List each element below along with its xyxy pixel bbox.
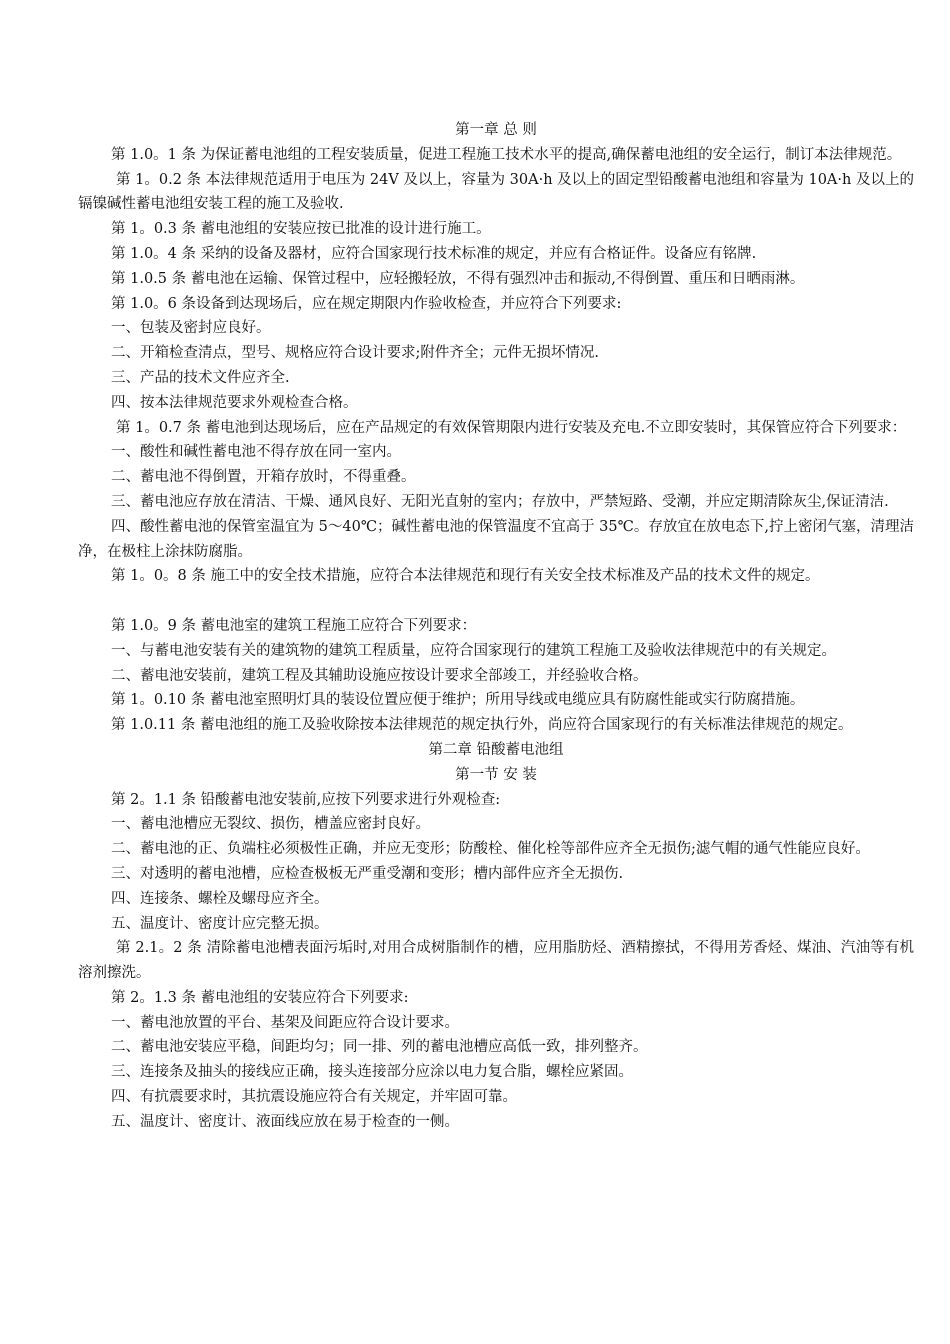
clause-1-0-2: 第 1。0.2 条 本法律规范适用于电压为 24V 及以上，容量为 30A·h 及以上的固定型铅酸蓄电池组和容量为 10A·h 及以上的镉镍碱性蓄电池组安装工程的施工及验收.	[78, 171, 914, 213]
clause-2-1-1: 第 2。1.1 条 铅酸蓄电池安装前,应按下列要求进行外观检查:	[111, 791, 501, 808]
clause-2-1-3: 第 2。1.3 条 蓄电池组的安装应符合下列要求:	[111, 989, 409, 1006]
clause-1-0-6-item-4: 四、按本法律规范要求外观检查合格。	[111, 394, 358, 411]
blank-line	[78, 589, 914, 614]
clause-2-1-1-item-5: 五、温度计、密度计应完整无损。	[111, 915, 329, 932]
clause-2-1-1-item-2: 二、蓄电池的正、负端柱必须极性正确，并应无变形；防酸栓、催化栓等部件应齐全无损伤;滤气帽的通气性能应良好。	[111, 841, 870, 858]
clause-2-1-3-item-2: 二、蓄电池安装应平稳，间距均匀；同一排、列的蓄电池槽应高低一致，排列整齐。	[111, 1039, 648, 1056]
clause-1-0-5: 第 1.0.5 条 蓄电池在运输、保管过程中，应轻搬轻放，不得有强烈冲击和振动,不得倒置、重压和日晒雨淋。	[111, 270, 805, 287]
clause-1-0-9-item-1: 一、与蓄电池安装有关的建筑物的建筑工程质量，应符合国家现行的建筑工程施工及验收法律规范中的有关规定。	[111, 642, 836, 659]
clause-1-0-7-item-2: 二、蓄电池不得倒置，开箱存放时，不得重叠。	[111, 469, 416, 486]
clause-1-0-6: 第 1.0。6 条设备到达现场后，应在规定期限内作验收检查，并应符合下列要求:	[111, 295, 622, 312]
clause-1-0-11: 第 1.0.11 条 蓄电池组的施工及验收除按本法律规范的规定执行外，尚应符合国家现行的有关标准法律规范的规定。	[111, 717, 853, 734]
clause-2-1-3-item-3: 三、连接条及抽头的接线应正确，接头连接部分应涂以电力复合脂，螺栓应紧固。	[111, 1064, 633, 1081]
clause-1-0-9-item-2: 二、蓄电池安装前，建筑工程及其辅助设施应按设计要求全部竣工，并经验收合格。	[111, 667, 648, 684]
document-page	[78, 118, 914, 1135]
clause-1-0-1: 第 1.0。1 条 为保证蓄电池组的工程安装质量，促进工程施工技术水平的提高,确保蓄电池组的安全运行，制订本法律规范。	[111, 146, 902, 163]
clause-1-0-6-item-2: 二、开箱检查清点，型号、规格应符合设计要求;附件齐全；元件无损坏情况.	[111, 345, 599, 362]
clause-1-0-4: 第 1.0。4 条 采纳的设备及器材，应符合国家现行技术标准的规定，并应有合格证件。设备应有铭牌.	[111, 245, 757, 262]
clause-1-0-8: 第 1。0。8 条 施工中的安全技术措施，应符合本法律规范和现行有关安全技术标准及产品的技术文件的规定。	[111, 568, 820, 585]
clause-1-0-7: 第 1。0.7 条 蓄电池到达现场后，应在产品规定的有效保管期限内进行安装及充电.不立即安装时，其保管应符合下列要求：	[116, 419, 907, 436]
clause-1-0-7-item-3: 三、蓄电池应存放在清洁、干燥、通风良好、无阳光直射的室内；存放中，严禁短路、受潮，并应定期清除灰尘,保证清洁.	[111, 493, 889, 510]
clause-1-0-7-item-4: 四、酸性蓄电池的保管室温宜为 5～40℃；碱性蓄电池的保管温度不宜高于 35℃。存放宜在放电态下,拧上密闭气塞，清理洁净，在极柱上涂抹防腐脂。	[78, 518, 914, 560]
clause-2-1-3-item-4: 四、有抗震要求时，其抗震设施应符合有关规定，并牢固可靠。	[111, 1089, 517, 1106]
clause-2-1-1-item-4: 四、连接条、螺栓及螺母应齐全。	[111, 890, 329, 907]
chapter-1-title: 第一章 总 则	[455, 122, 537, 138]
clause-2-1-2: 第 2.1。2 条 清除蓄电池槽表面污垢时,对用合成树脂制作的槽，应用脂肪烃、酒精擦拭，不得用芳香烃、煤油、汽油等有机溶剂擦洗。	[78, 940, 914, 982]
clause-1-0-7-item-1: 一、酸性和碱性蓄电池不得存放在同一室内。	[111, 444, 401, 461]
clause-1-0-10: 第 1。0.10 条 蓄电池室照明灯具的装设位置应便于维护；所用导线或电缆应具有防腐性能或实行防腐措施。	[111, 692, 805, 709]
clause-1-0-3: 第 1。0.3 条 蓄电池组的安装应按已批准的设计进行施工。	[111, 221, 491, 238]
section-1-title: 第一节 安 装	[455, 766, 537, 783]
clause-1-0-9: 第 1.0。9 条 蓄电池室的建筑工程施工应符合下列要求：	[111, 617, 477, 634]
clause-2-1-3-item-1: 一、蓄电池放置的平台、基架及间距应符合设计要求。	[111, 1014, 459, 1031]
chapter-2-title: 第二章 铅酸蓄电池组	[428, 741, 564, 758]
clause-2-1-1-item-1: 一、蓄电池槽应无裂纹、损伤，槽盖应密封良好。	[111, 816, 430, 833]
clause-2-1-1-item-3: 三、对透明的蓄电池槽，应检查极板无严重受潮和变形；槽内部件应齐全无损伤.	[111, 865, 624, 882]
clause-2-1-3-item-5: 五、温度计、密度计、液面线应放在易于检查的一侧。	[111, 1113, 459, 1130]
clause-1-0-6-item-1: 一、包装及密封应良好。	[111, 320, 271, 337]
clause-1-0-6-item-3: 三、产品的技术文件应齐全.	[111, 369, 290, 386]
